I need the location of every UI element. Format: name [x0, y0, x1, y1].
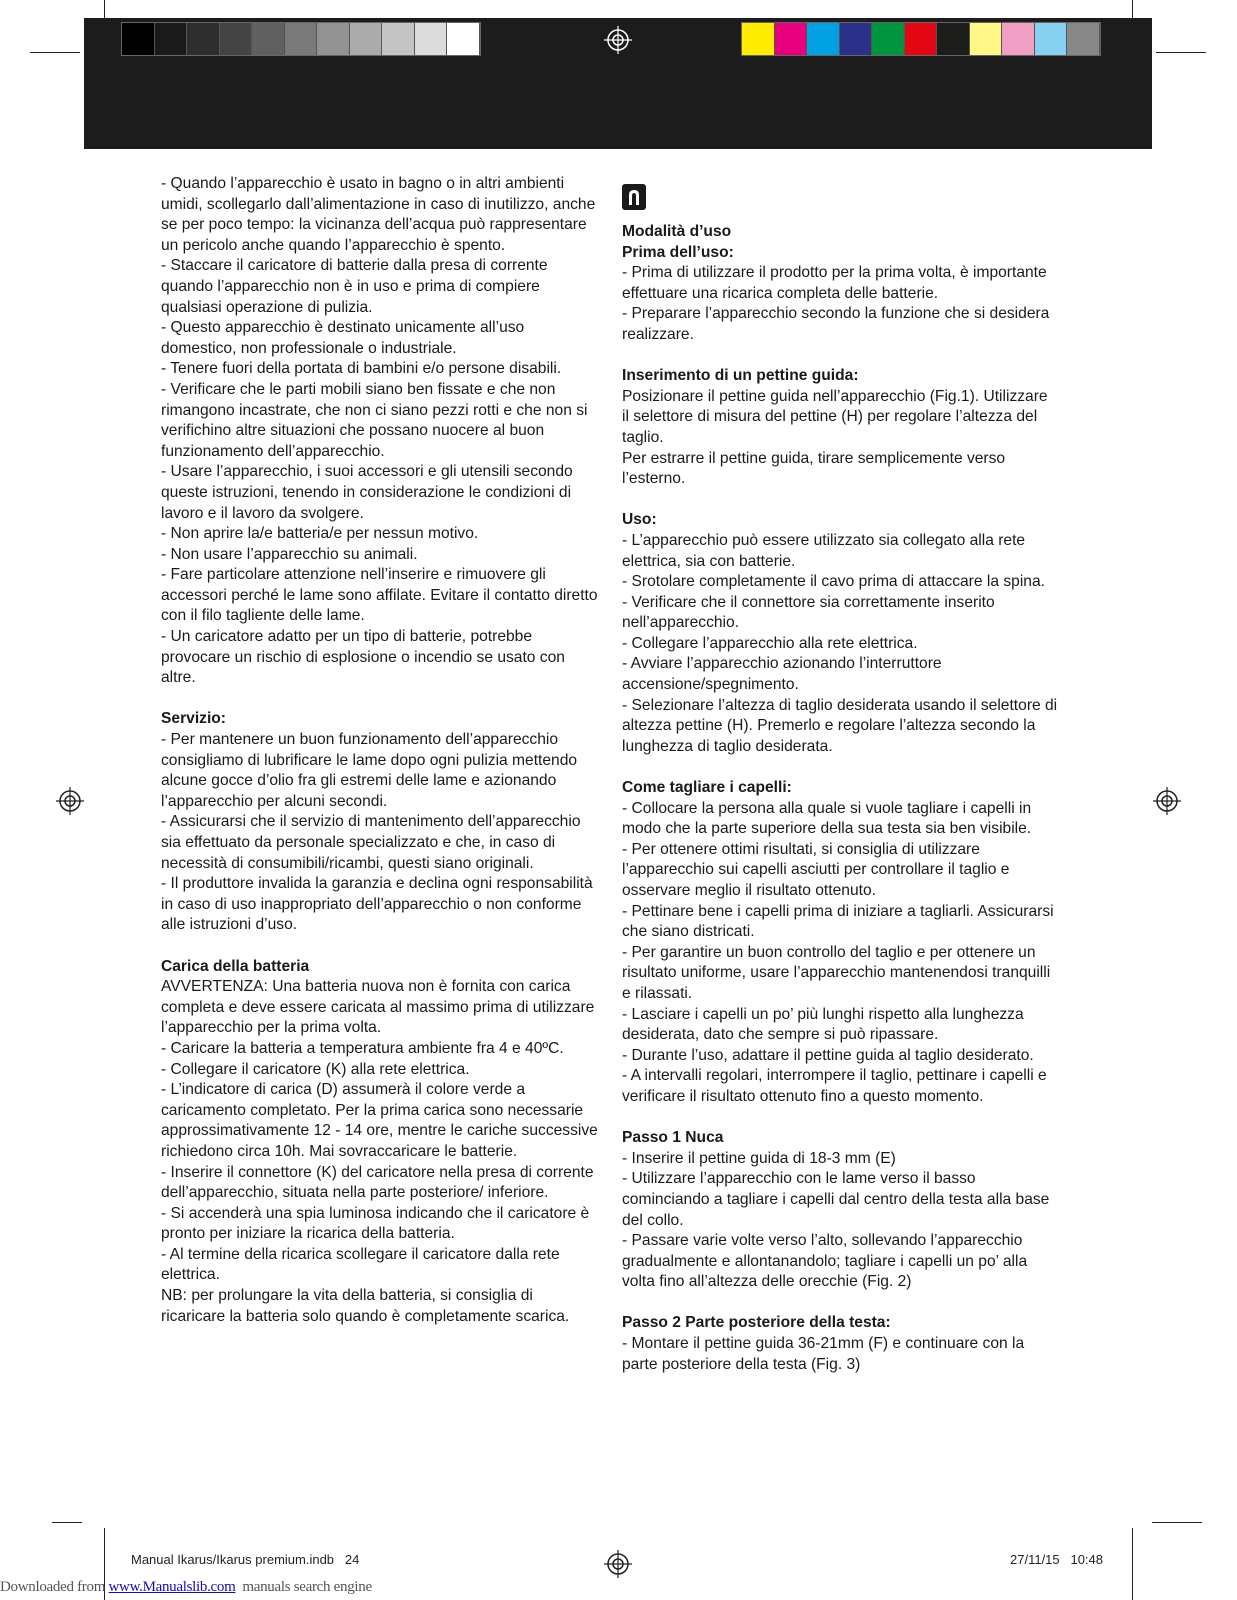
paragraph: Posizionare il pettine guida nell’apparecchio (Fig.1). Utilizzare il selettore di misura del pettine (H) per regolare l’altezza del taglio.: [622, 387, 1048, 446]
paragraph: - Inserire il pettine guida di 18-3 mm (E): [622, 1149, 896, 1167]
paragraph-spacer: [622, 490, 1058, 511]
paragraph: - A intervalli regolari, interrompere il taglio, pettinare i capelli e verificare il risultato ottenuto fino a questo momento.: [622, 1067, 1047, 1105]
color-swatch: [840, 23, 873, 55]
paragraph: - Non aprire la/e batteria/e per nessun motivo.: [161, 525, 479, 543]
paragraph: - Fare particolare attenzione nell’inserire e rimuovere gli accessori perché le lame sono affilate. Evitare il contatto diretto con il filo tagliente delle lame.: [161, 566, 598, 625]
paragraph: - Un caricatore adatto per un tipo di batterie, potrebbe provocare un rischio di esplosione o incendio se usato con altre.: [161, 628, 565, 687]
color-swatch: [155, 23, 188, 55]
crop-mark: [1132, 1528, 1133, 1600]
paragraph: - Montare il pettine guida 36-21mm (F) e continuare con la parte posteriore della testa (Fig. 3): [622, 1335, 1025, 1373]
color-swatch: [872, 23, 905, 55]
paragraph: - L’apparecchio può essere utilizzato sia collegato alla rete elettrica, sia con batterie.: [622, 531, 1026, 570]
download-banner: [0, 1579, 372, 1596]
color-swatch: [350, 23, 383, 55]
color-swatch: [220, 23, 253, 55]
registration-mark-icon: [604, 1550, 632, 1578]
paragraph: - Preparare l’apparecchio secondo la funzione che si desidera realizzare.: [622, 305, 1050, 343]
paragraph-spacer: [622, 1108, 1058, 1129]
paragraph: - Lasciare i capelli un po’ più lunghi rispetto alla lunghezza desiderata, dato che sempre si può ripassare.: [622, 1005, 1024, 1044]
color-swatch: [317, 23, 350, 55]
section-heading: Come tagliare i capelli:: [622, 779, 792, 797]
color-swatch: [807, 23, 840, 55]
section-heading: Modalità d’uso: [622, 223, 732, 240]
color-swatch: [415, 23, 448, 55]
paragraph: - Pettinare bene i capelli prima di iniziare a tagliarli. Assicurarsi che siano districati.: [622, 902, 1054, 941]
paragraph: - Non usare l’apparecchio su animali.: [161, 545, 418, 563]
color-swatch: [122, 23, 155, 55]
paragraph: - Verificare che le parti mobili siano ben fissate e che non rimangono incastrate, che non ci siano pezzi rotti e che non si verifichino altre situazioni che possano nuocere al buon funzionamento dell’apparecchio.: [161, 380, 588, 460]
paragraph: - Staccare il caricatore di batterie dalla presa di corrente quando l’apparecchio non è in uso e prima di compiere qualsiasi operazione di pulizia.: [161, 257, 548, 316]
section-heading: Carica della batteria: [161, 957, 310, 975]
paragraph: - Durante l’uso, adattare il pettine guida al taglio desiderato.: [622, 1046, 1034, 1064]
paragraph-spacer: [622, 346, 1058, 367]
paragraph: Per estrarre il pettine guida, tirare semplicemente verso l’esterno.: [622, 449, 1006, 488]
grayscale-color-bar: [121, 22, 481, 56]
paragraph: - Per garantire un buon controllo del taglio e per ottenere un risultato uniforme, usare l’apparecchio mantenendosi tranquilli e rilassati.: [622, 943, 1051, 1002]
color-swatch: [252, 23, 285, 55]
paragraph: - Utilizzare l’apparecchio con le lame verso il basso cominciando a tagliare i capelli dal centro della testa alla base del collo.: [622, 1170, 1050, 1229]
paragraph: - L’indicatore di carica (D) assumerà il colore verde a caricamento completato. Per la prima carica sono necessarie approssimativamente 12 - 14 ore, mentre le cariche successive richiedono circa 10h. Mai sovraccaricare le batterie.: [161, 1081, 598, 1160]
paragraph-spacer: [622, 757, 1058, 778]
paragraph: - Si accenderà una spia luminosa indicando che il caricatore è pronto per iniziare la ricarica della batteria.: [161, 1204, 590, 1243]
color-swatch: [905, 23, 938, 55]
registration-mark-icon: [1153, 787, 1181, 815]
paragraph: - Srotolare completamente il cavo prima di attaccare la spina.: [622, 573, 1045, 591]
color-swatch: [970, 23, 1003, 55]
paragraph: - Assicurarsi che il servizio di mantenimento dell’apparecchio sia effettuato da personale specializzato e che, in caso di necessità di consumibili/ricambi, questi siano originali.: [161, 813, 581, 872]
paragraph-spacer: [622, 1293, 1058, 1314]
section-heading: Servizio:: [161, 710, 226, 728]
paragraph: - Usare l’apparecchio, i suoi accessori e gli utensili secondo queste istruzioni, tenendo in considerazione le condizioni di lavoro e il lavoro da svolgere.: [161, 463, 573, 522]
process-color-bar: [741, 22, 1101, 56]
paragraph: - Per mantenere un buon funzionamento dell’apparecchio consigliamo di lubrificare le lame dopo ogni pulizia mettendo alcune gocce d’olio fra gli estremi delle lame e azionando l’apparecchio per alcuni secondi.: [161, 731, 578, 810]
section-heading: Uso:: [622, 511, 657, 529]
section-heading: Passo 2 Parte posteriore della testa:: [622, 1314, 891, 1332]
paragraph: - Al termine della ricarica scollegare il caricatore dalla rete elettrica.: [161, 1245, 560, 1284]
section-heading: Passo 1 Nuca: [622, 1129, 724, 1147]
paragraph: - Collegare l’apparecchio alla rete elettrica.: [622, 634, 918, 652]
paragraph: - Verificare che il connettore sia correttamente inserito nell’apparecchio.: [622, 593, 995, 632]
download-suffix: manuals search engine: [235, 1579, 372, 1595]
footer-date-time: 27/11/15 10:48: [1010, 1552, 1104, 1567]
color-swatch: [775, 23, 808, 55]
paragraph-spacer: [161, 689, 598, 710]
manualslib-link[interactable]: www.Manualslib.com: [108, 1579, 236, 1595]
registration-mark-icon: [56, 787, 84, 815]
color-swatch: [1002, 23, 1035, 55]
color-swatch: [285, 23, 318, 55]
paragraph-spacer: [161, 936, 598, 957]
paragraph: - Collocare la persona alla quale si vuole tagliare i capelli in modo che la parte superiore della sua testa sia ben visibile.: [622, 799, 1032, 838]
color-swatch: [1067, 23, 1100, 55]
paragraph: AVVERTENZA: Una batteria nuova non è fornita con carica completa e deve essere caricata al massimo prima di utilizzare l’apparecchio per la prima volta.: [161, 978, 595, 1037]
paragraph: - Passare varie volte verso l’alto, sollevando l’apparecchio gradualmente e allontanandolo; tagliare i capelli un po’ alla volta fino all’altezza delle orecchie (Fig. 2): [622, 1232, 1028, 1291]
color-swatch: [742, 23, 775, 55]
paragraph: - Per ottenere ottimi risultati, si consiglia di utilizzare l’apparecchio sui capelli asciutti per controllare il taglio e osservare meglio il risultato ottenuto.: [622, 840, 1010, 899]
paragraph: - Prima di utilizzare il prodotto per la prima volta, è importante effettuare una ricarica completa delle batterie.: [622, 264, 1047, 302]
crop-mark: [1152, 1522, 1202, 1523]
color-swatch: [382, 23, 415, 55]
footer-file-name: Manual Ikarus/Ikarus premium.indb 24: [131, 1552, 360, 1567]
crop-mark: [30, 52, 80, 53]
left-text-column: [161, 174, 598, 1327]
paragraph: - Collegare il caricatore (K) alla rete elettrica.: [161, 1060, 470, 1078]
paragraph: - Questo apparecchio è destinato unicamente all’uso domestico, non professionale o industriale.: [161, 319, 525, 357]
hand-icon: [622, 184, 646, 210]
section-heading: Prima dell’uso:: [622, 243, 734, 261]
crop-mark: [1156, 52, 1206, 53]
color-swatch: [937, 23, 970, 55]
paragraph: - Tenere fuori della portata di bambini e/o persone disabili.: [161, 360, 562, 378]
color-swatch: [187, 23, 220, 55]
paragraph: NB: per prolungare la vita della batteria, si consiglia di ricaricare la batteria solo quando è completamente scarica.: [161, 1287, 570, 1325]
paragraph: - Caricare la batteria a temperatura ambiente fra 4 e 40ºC.: [161, 1039, 564, 1057]
section-heading: Inserimento di un pettine guida:: [622, 367, 859, 385]
crop-mark: [52, 1522, 82, 1523]
paragraph: - Inserire il connettore (K) del caricatore nella presa di corrente dell’apparecchio, situata nella parte posteriore/ inferiore.: [161, 1163, 594, 1202]
right-text-column: [622, 174, 1058, 1375]
download-prefix: Downloaded from: [0, 1579, 109, 1595]
registration-mark-icon: [604, 26, 632, 54]
paragraph: - Il produttore invalida la garanzia e declina ogni responsabilità in caso di uso inappropriato dell’apparecchio o non conforme alle istruzioni d’uso.: [161, 875, 593, 934]
color-swatch: [447, 23, 480, 55]
paragraph: - Quando l’apparecchio è usato in bagno o in altri ambienti umidi, scollegarlo dall’alimentazione in caso di inutilizzo, anche se per poco tempo: la vicinanza dell’acqua può rappresentare un pericolo anche quando l’apparecchio è spento.: [161, 175, 596, 254]
paragraph: - Avviare l’apparecchio azionando l’interruttore accensione/spegnimento.: [622, 655, 942, 694]
color-swatch: [1035, 23, 1068, 55]
paragraph: - Selezionare l’altezza di taglio desiderata usando il selettore di altezza pettine (H). Premerlo e regolare l’altezza secondo la lunghezza di taglio desiderata.: [622, 696, 1058, 755]
